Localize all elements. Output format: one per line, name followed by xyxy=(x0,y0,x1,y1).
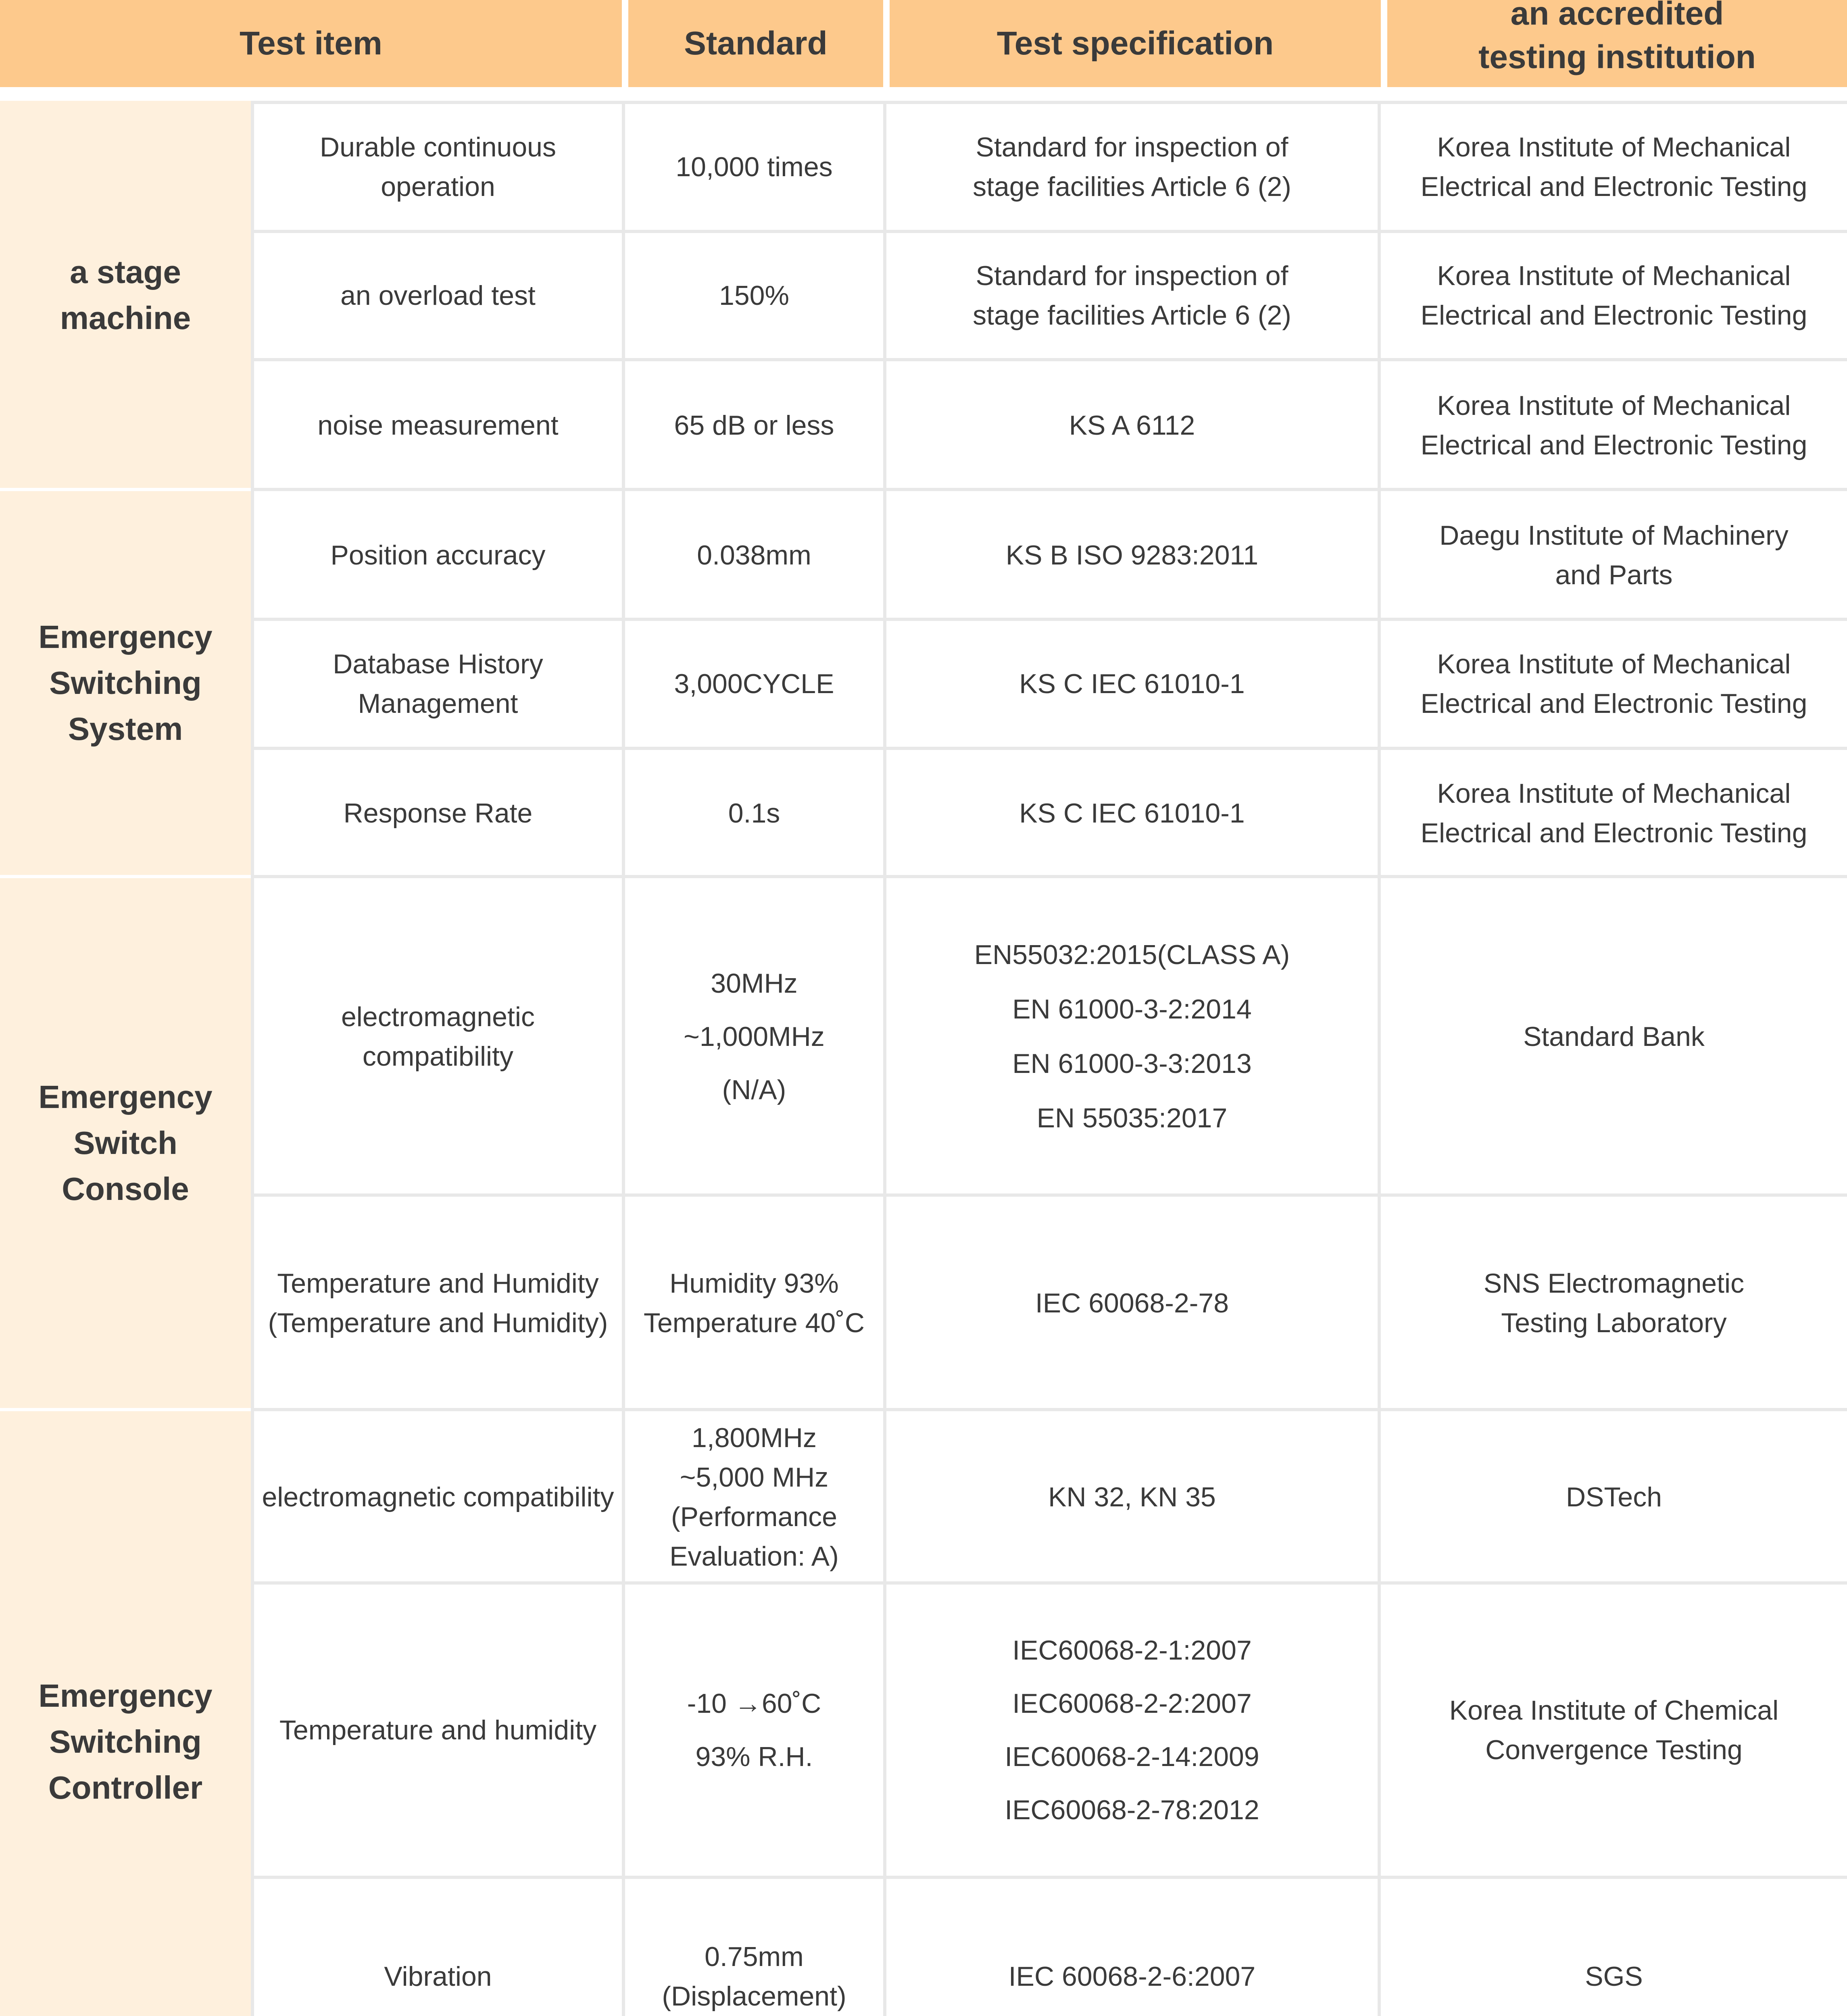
cell-institution: Korea Institute of Mechanical Electrical and Electronic Testing xyxy=(1420,132,1807,202)
cell-test-item: electromagnetic compatibility xyxy=(341,1002,535,1072)
row-divider xyxy=(251,875,1847,878)
cell-institution: SGS xyxy=(1585,1961,1643,1992)
row-divider xyxy=(251,101,1847,104)
row-divider xyxy=(251,1193,1847,1197)
group-divider xyxy=(0,1408,251,1411)
cell-test-specification: KN 32, KN 35 xyxy=(1048,1482,1216,1512)
cell-standard: 65 dB or less xyxy=(674,410,834,441)
cell-test-specification: IEC60068-2-1:2007 IEC60068-2-2:2007 IEC60068-2-14:2009 IEC60068-2-78:2012 xyxy=(1005,1635,1259,1825)
cell-standard: 10,000 times xyxy=(675,152,833,182)
cell-test-item: Durable continuous operation xyxy=(320,132,556,202)
cell-institution: Korea Institute of Mechanical Electrical and Electronic Testing xyxy=(1420,778,1807,848)
column-divider xyxy=(251,101,254,2016)
cell-test-item: Temperature and Humidity (Temperature and Humidity) xyxy=(268,1268,608,1338)
cell-test-specification: EN55032:2015(CLASS A) EN 61000-3-2:2014 EN 61000-3-3:2013 EN 55035:2017 xyxy=(974,939,1290,1133)
row-divider xyxy=(251,1581,1847,1585)
column-divider xyxy=(883,101,886,2016)
cell-test-item: Vibration xyxy=(384,1961,492,1992)
row-divider xyxy=(251,618,1847,621)
header-test-item: Test item xyxy=(0,0,622,87)
cell-standard: 1,800MHz ~5,000 MHz (Performance Evaluation: A) xyxy=(669,1422,839,1572)
cell-standard: Humidity 93% Temperature 40˚C xyxy=(643,1268,865,1338)
column-divider xyxy=(1378,101,1381,2016)
cell-test-specification: Standard for inspection of stage facilities Article 6 (2) xyxy=(973,260,1291,331)
cell-test-specification: IEC 60068-2-6:2007 xyxy=(1008,1961,1256,1992)
cell-test-item: noise measurement xyxy=(317,410,559,441)
group-label-emergency-switch-console: Emergency Switch Console xyxy=(0,877,251,1410)
group-divider xyxy=(0,875,251,878)
cell-standard: 3,000CYCLE xyxy=(674,669,834,699)
row-divider xyxy=(251,488,1847,491)
cell-standard: 0.75mm (Displacement) xyxy=(662,1941,846,2012)
header-testing-institution: an accredited testing institution xyxy=(1387,0,1847,87)
cell-test-item: an overload test xyxy=(340,280,536,311)
cell-standard: -10 →60˚C 93% R.H. xyxy=(687,1688,821,1772)
row-divider xyxy=(251,358,1847,361)
cell-standard: 30MHz ~1,000MHz (N/A) xyxy=(684,968,825,1105)
cell-test-specification: KS C IEC 61010-1 xyxy=(1019,669,1245,699)
row-divider xyxy=(251,1408,1847,1411)
group-label-emergency-switching-system: Emergency Switching System xyxy=(0,489,251,877)
group-label-stage-machine: a stage machine xyxy=(0,101,251,489)
cell-standard: 0.1s xyxy=(728,798,780,829)
row-divider xyxy=(251,1876,1847,1879)
row-divider xyxy=(251,230,1847,233)
cell-standard: 150% xyxy=(719,280,789,311)
cell-institution: Korea Institute of Chemical Convergence Testing xyxy=(1449,1695,1779,1765)
cell-test-item: Database History Management xyxy=(333,649,543,719)
cell-test-item: Position accuracy xyxy=(330,540,546,571)
cell-test-item: Temperature and humidity xyxy=(279,1715,597,1745)
cell-institution: SNS Electromagnetic Testing Laboratory xyxy=(1483,1268,1745,1338)
cell-institution: Daegu Institute of Machinery and Parts xyxy=(1439,520,1789,590)
cell-institution: Standard Bank xyxy=(1523,1021,1705,1052)
group-label-emergency-switching-controller: Emergency Switching Controller xyxy=(0,1410,251,2016)
cell-standard: 0.038mm xyxy=(697,540,811,571)
cell-institution: DSTech xyxy=(1566,1482,1662,1512)
cell-test-specification: Standard for inspection of stage facilities Article 6 (2) xyxy=(973,132,1291,202)
cell-test-specification: KS C IEC 61010-1 xyxy=(1019,798,1245,829)
cell-test-item: electromagnetic compatibility xyxy=(262,1482,614,1512)
cell-institution: Korea Institute of Mechanical Electrical and Electronic Testing xyxy=(1420,649,1807,719)
row-divider xyxy=(251,747,1847,750)
cell-test-specification: IEC 60068-2-78 xyxy=(1035,1288,1229,1318)
column-divider xyxy=(622,101,625,2016)
header-test-specification: Test specification xyxy=(890,0,1381,87)
cell-test-specification: KS A 6112 xyxy=(1069,410,1195,441)
cell-institution: Korea Institute of Mechanical Electrical and Electronic Testing xyxy=(1420,390,1807,460)
cell-test-specification: KS B ISO 9283:2011 xyxy=(1005,540,1259,571)
header-standard: Standard xyxy=(628,0,883,87)
group-divider xyxy=(0,488,251,491)
cell-institution: Korea Institute of Mechanical Electrical and Electronic Testing xyxy=(1420,260,1807,331)
cell-test-item: Response Rate xyxy=(343,798,533,829)
